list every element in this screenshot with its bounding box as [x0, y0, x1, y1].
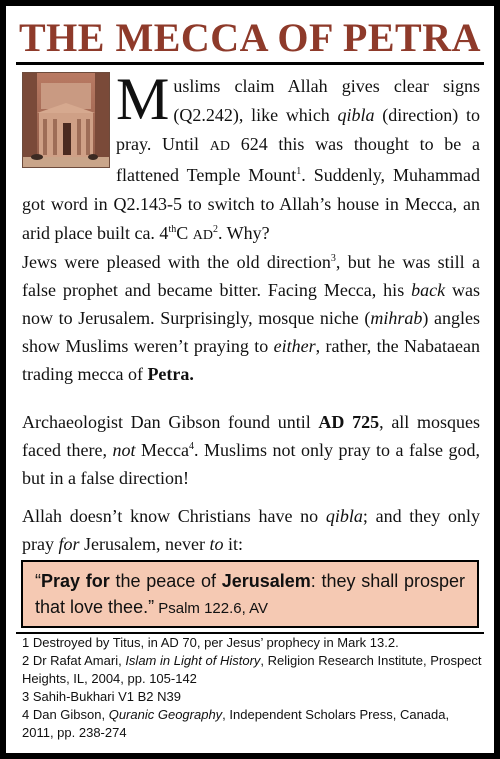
text: , all mosques faced there, — [22, 412, 480, 460]
text: 4 Dan Gibson, — [22, 707, 109, 722]
emphasis: either — [273, 336, 316, 356]
text: 624 this was thought to be a flattened Temple Mount — [116, 134, 481, 185]
text: : they shall prosper that love thee.” — [35, 571, 465, 617]
footnote-3: 3 Sahih-Bukhari V1 B2 N39 — [22, 689, 181, 704]
text: . Why? — [217, 223, 270, 243]
quote-bold: Jerusalem — [221, 571, 311, 591]
era-label: AD — [192, 228, 213, 243]
footnote-1: 1 Destroyed by Titus, in AD 70, per Jesus’ prophecy in Mark 13.2. — [22, 635, 399, 650]
text: Jews were pleased with the old direction — [22, 252, 331, 272]
footnote-ref: 3 — [330, 253, 336, 264]
text: the peace of — [109, 571, 222, 591]
article-card — [6, 6, 494, 753]
quote-bold: Pray for — [41, 571, 110, 591]
text: Mecca — [135, 440, 189, 460]
emphasis: for — [58, 534, 80, 554]
paragraph-4 — [22, 502, 480, 558]
drop-cap: M — [116, 66, 170, 132]
quote-citation: Psalm 122.6, AV — [154, 600, 269, 617]
text: it: — [223, 534, 243, 554]
text: , Religion Research Institute, Prospect Heights, IL, 2004, pp. 105-142 — [22, 653, 482, 686]
footnote-ref: 4 — [188, 441, 194, 452]
qibla-term: qibla — [325, 506, 363, 526]
text: , but he was still a false prophet and became bitter. Facing Mecca, his — [22, 252, 480, 300]
text: was now to Jerusalem. Surprisingly, mosque niche ( — [22, 280, 480, 328]
mihrab-term: mihrab — [370, 308, 423, 328]
footnote-2 — [22, 652, 482, 688]
text: ) angles show Muslims weren’t praying to — [22, 308, 481, 356]
book-title: Quranic Geography — [108, 707, 223, 722]
paragraph-3 — [22, 408, 480, 492]
text: Archaeologist Dan Gibson found until — [22, 412, 319, 432]
footnotes — [22, 634, 482, 742]
text: C — [176, 223, 193, 243]
paragraph-2 — [22, 248, 480, 388]
book-title: Islam in Light of History — [125, 653, 261, 668]
text: ; and they only pray — [22, 506, 480, 554]
scripture-quote — [21, 560, 479, 628]
qibla-term: qibla — [337, 105, 375, 125]
text: 2 Dr Rafat Amari, — [22, 653, 126, 668]
text: , rather, the Nabataean trading mecca of — [22, 336, 480, 384]
emphasis: back — [411, 280, 446, 300]
petra-term: Petra. — [147, 364, 194, 384]
emphasis: to — [209, 534, 224, 554]
footnote-ref: 1 — [296, 166, 302, 177]
text: . Muslims not only pray to a false god, but in a false direction! — [22, 440, 480, 488]
page-title: THE MECCA OF PETRA — [19, 15, 481, 60]
title-divider — [16, 62, 484, 65]
footnote-4 — [22, 706, 482, 742]
ordinal-suffix: th — [168, 224, 177, 235]
footnote-ref: 2 — [212, 224, 218, 235]
emphasis: not — [112, 440, 136, 460]
date-highlight: AD 725 — [318, 412, 380, 432]
petra-treasury-image — [22, 72, 110, 168]
text: (direction) to pray. Until — [116, 105, 481, 154]
text: , Independent Scholars Press, Canada, 2011, pp. 238-274 — [22, 707, 450, 740]
text: Allah doesn’t know Christians have no — [22, 506, 326, 526]
paragraph-1 — [22, 66, 481, 250]
text: . Suddenly, Muhammad got word in Q2.143-5 to switch to Allah’s house in Mecca, an arid place built ca. 4 — [22, 165, 480, 243]
text: Jerusalem, never — [79, 534, 210, 554]
era-label: AD — [209, 139, 230, 154]
quote-mark: “ — [35, 571, 41, 591]
text: uslims claim Allah gives clear signs (Q2.242), like which — [173, 76, 480, 125]
